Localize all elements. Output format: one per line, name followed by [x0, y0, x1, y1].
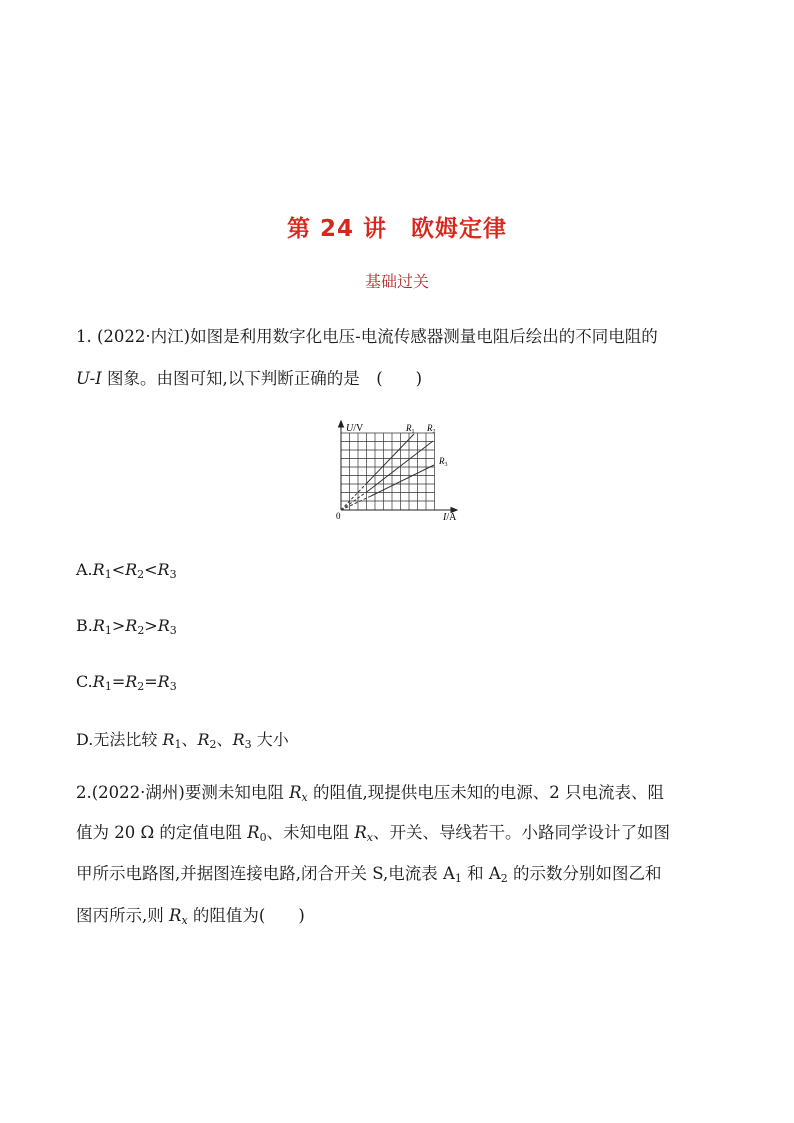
question-2-line-1: 2.(2022·湖州)要测未知电阻 $R_x$ 的阻值,现提供电压未知的电源、2 只电流表、阻	[76, 783, 664, 804]
question-text: 图丙所示,则	[76, 906, 169, 925]
r3-label: $R_3$	[439, 456, 448, 468]
question-text: 的阻值,现提供电压未知的电源、2 只电流表、阻	[307, 783, 664, 802]
question-2-line-3: 甲所示电路图,并据图连接电路,闭合开关 S,电流表 $A_1$ 和 $A_2$ 的示数分别如图乙和	[76, 864, 662, 885]
x-axis-label: I/A	[443, 512, 457, 523]
option-a-label: A.	[76, 560, 93, 579]
option-b[interactable]: $B.R_1>R_2>R_3$	[76, 616, 177, 637]
question-source: (2022·内江)	[97, 327, 191, 346]
u-i-graph	[326, 420, 466, 526]
question-text: 、开关、导线若干。小路同学设计了如图	[373, 823, 670, 842]
option-a[interactable]: $A.R_1<R_2<R_3$	[76, 560, 177, 581]
option-c[interactable]: $C.R_1=R_2=R_3$	[76, 672, 177, 693]
question-1-line-2	[76, 368, 422, 390]
question-text: 如图是利用数字化电压-电流传感器测量电阻后绘出的不同电阻的	[190, 327, 658, 346]
question-text: 2.(2022·湖州)要测未知电阻	[76, 783, 290, 802]
question-text: 和 A	[461, 864, 501, 883]
question-text: 图象。由图可知,以下判断正确的是 ( )	[101, 369, 423, 388]
option-d-text: 无法比较	[93, 730, 163, 749]
section-heading: 基础过关	[364, 272, 429, 291]
r1-line-dashed	[341, 484, 366, 510]
origin-label: 0	[336, 511, 341, 521]
resistor-lines	[341, 434, 434, 510]
y-axis-label: U/V	[346, 423, 364, 434]
page-title: 第 24 讲 欧姆定律	[286, 216, 508, 242]
question-text: 甲所示电路图,并据图连接电路,闭合开关 S,电流表 A	[76, 864, 455, 883]
r2-line-dashed	[341, 491, 368, 510]
r1-label: $R_1$	[406, 423, 415, 435]
question-1-line-1	[76, 326, 658, 348]
option-b-label: B.	[76, 616, 93, 635]
option-d-text-end: 大小	[251, 730, 289, 749]
question-2-line-2: 值为 20 Ω 的定值电阻 $R_0$、未知电阻 $R_x$、开关、导线若干。小路同学设计了如图	[76, 823, 670, 844]
option-c-label: C.	[76, 672, 93, 691]
option-d-label: D.	[76, 730, 94, 749]
question-text: 的示数分别如图乙和	[507, 864, 662, 883]
question-text: 值为 20 Ω 的定值电阻	[76, 823, 248, 842]
question-number: 1.	[76, 327, 92, 346]
question-text: 的阻值为( )	[187, 906, 305, 925]
option-d[interactable]: D.无法比较 $R_1$、$R_2$、$R_3$ 大小	[76, 730, 289, 751]
ui-variable: U-I	[76, 369, 102, 388]
r2-label: $R_2$	[427, 423, 436, 435]
question-2-line-4: 图丙所示,则 $R_x$ 的阻值为( )	[76, 906, 305, 927]
question-text: 、未知电阻	[266, 823, 355, 842]
